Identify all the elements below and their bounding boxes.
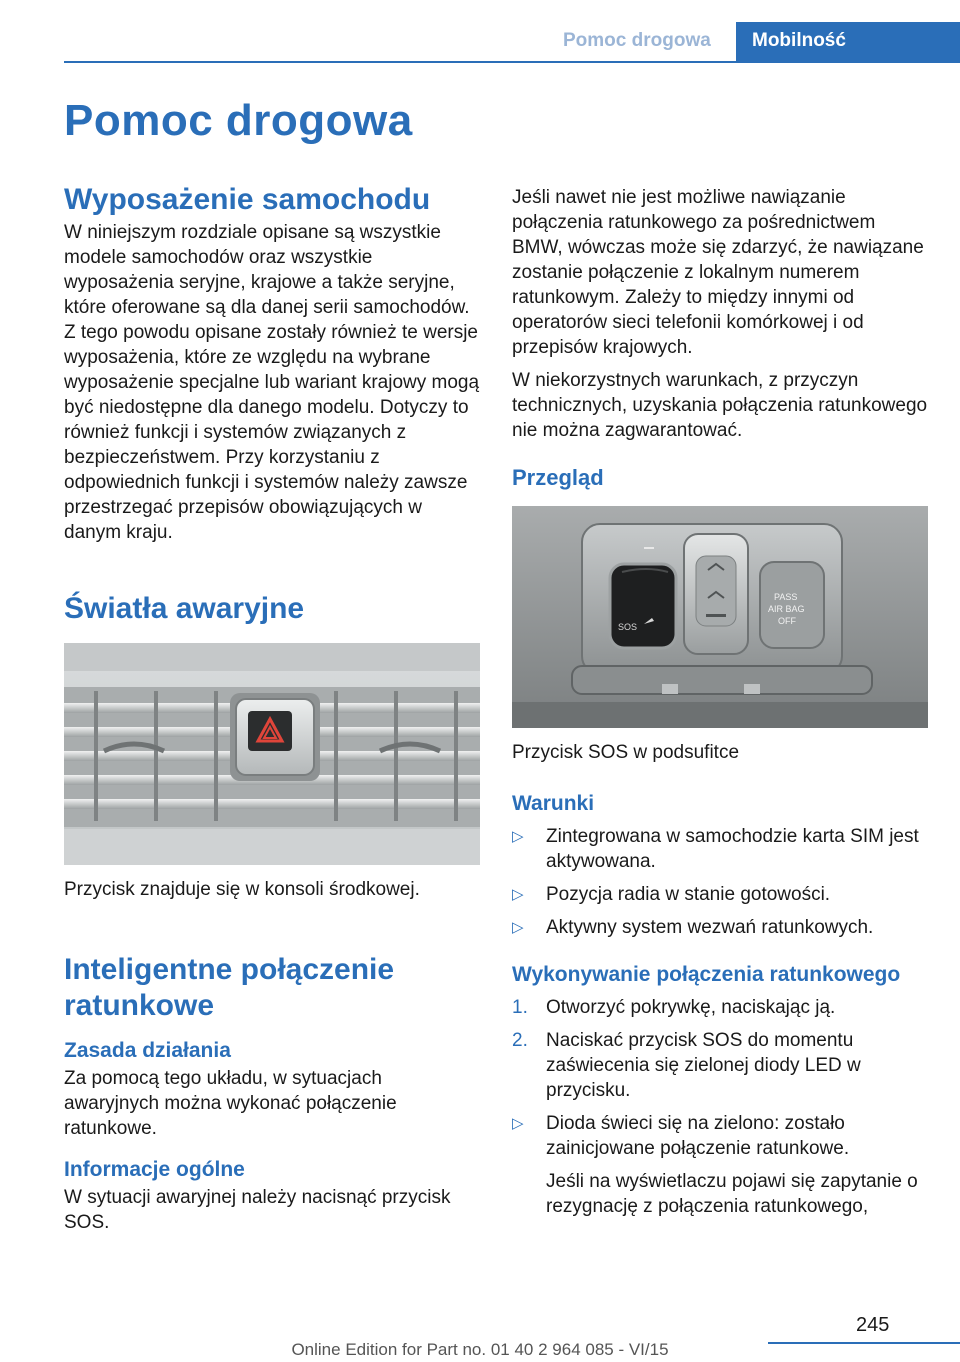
bullet-marker-icon: ▷ xyxy=(512,886,524,903)
airbag-label: AIR BAG xyxy=(768,604,805,614)
hazard-button-photo xyxy=(64,643,480,865)
header-chapter-tab: Mobilność xyxy=(736,22,960,63)
page-title: Pomoc drogowa xyxy=(64,96,413,145)
caption-hazard-button: Przycisk znajduje się w konsoli środkowej. xyxy=(64,879,420,900)
paragraph-general-info: W sytuacji awaryjnej należy nacisnąć przycisk SOS. xyxy=(64,1187,451,1233)
conditions-list xyxy=(512,824,928,940)
list-item: 2. Naciskać przycisk SOS do momentu zaświecenia się zielonej diody LED w przycisku. xyxy=(512,1030,861,1101)
caption-sos-button: Przycisk SOS w podsufitce xyxy=(512,742,740,763)
step-number: 1. xyxy=(512,997,528,1018)
paragraph-equipment: W niniejszym rozdziale opisane są wszystkie modele samochodów oraz wszystkie wyposażenia seryjne, krajowe a także seryjne, które oferowane są dla danej serii samochodów. Z tego powodu opisane zostały również te wersje wyposażenia, które ze względu na wybrane wyposażenie specjalne lub wariant krajowy mogą być niedostępne dla danego modelu. Dotyczy to również funkcji i systemów związanych z bezpieczeństwem. Przy korzystaniu z odpowiednich funkcji i systemów należy zawsze przestrzegać przepisów obowiązujących w danym kraju. xyxy=(64,222,480,543)
page-number: 245 xyxy=(856,1314,890,1336)
header-rule xyxy=(64,61,960,63)
heading-general-info: Informacje ogólne xyxy=(64,1158,245,1181)
heading-making-call: Wykonywanie połączenia ratunkowego xyxy=(512,963,901,986)
heading-conditions: Warunki xyxy=(512,792,595,815)
step-number: 2. xyxy=(512,1030,528,1051)
bullet-marker-icon: ▷ xyxy=(512,1115,524,1132)
sos-button-figure xyxy=(512,506,928,728)
bullet-marker-icon: ▷ xyxy=(512,828,524,845)
off-label: OFF xyxy=(778,616,796,626)
paragraph-bmw-connection: Jeśli nawet nie jest możliwe nawiązanie połączenia ratunkowego za pośrednictwem BMW, wówczas może się zdarzyć, że nawiązane zostanie połączenie z lokalnym numerem ratunkowym. Zależy to między innymi od operatorów sieci telefonii komórkowej i od przepisów krajowych. xyxy=(512,187,924,358)
right-column xyxy=(512,185,928,1227)
paragraph-principle: Za pomocą tego układu, w sytuacjach awaryjnych można wykonać połączenie ratunkowe. xyxy=(64,1068,397,1139)
heading-intelligent-emergency-call: Inteligentne połączenie ratunkowe xyxy=(64,953,395,1022)
heading-hazard-lights: Światła awaryjne xyxy=(64,592,305,625)
footer-edition: Online Edition for Part no. 01 40 2 964 085 - VI/15 xyxy=(291,1340,669,1359)
list-item: 1. Otworzyć pokrywkę, naciskając ją. xyxy=(512,997,836,1018)
left-column xyxy=(64,182,480,1235)
bullet-marker-icon: ▷ xyxy=(512,919,524,936)
header-section-label: Pomoc drogowa xyxy=(563,30,711,51)
pass-label: PASS xyxy=(774,592,798,602)
steps-list xyxy=(512,995,928,1219)
sos-button-photo xyxy=(512,506,928,728)
list-item: ▷ Zintegrowana w samochodzie karta SIM jest aktywowana. xyxy=(512,826,919,872)
heading-equipment: Wyposażenie samochodu xyxy=(64,183,431,216)
list-item: ▷ Dioda świeci się na zielono: zostało zainicjowane połączenie ratunkowe. Jeśli na wyświetlaczu pojawi się zapytanie o rezygnację z połączenia ratunkowego, xyxy=(512,1113,918,1217)
heading-overview: Przegląd xyxy=(512,465,604,490)
heading-principle: Zasada działania xyxy=(64,1039,231,1062)
list-item: ▷ Aktywny system wezwań ratunkowych. xyxy=(512,917,874,938)
paragraph-technical: W niekorzystnych warunkach, z przyczyn technicznych, uzyskania połączenia ratunkowego nie można zagwarantować. xyxy=(512,370,928,441)
paragraph-display-note: Jeśli na wyświetlaczu pojawi się zapytanie o rezygnację z połączenia ratunkowego, xyxy=(546,1171,918,1217)
hazard-button-figure xyxy=(64,643,480,865)
sos-label: SOS xyxy=(618,622,638,632)
list-item: ▷ Pozycja radia w stanie gotowości. xyxy=(512,884,831,905)
